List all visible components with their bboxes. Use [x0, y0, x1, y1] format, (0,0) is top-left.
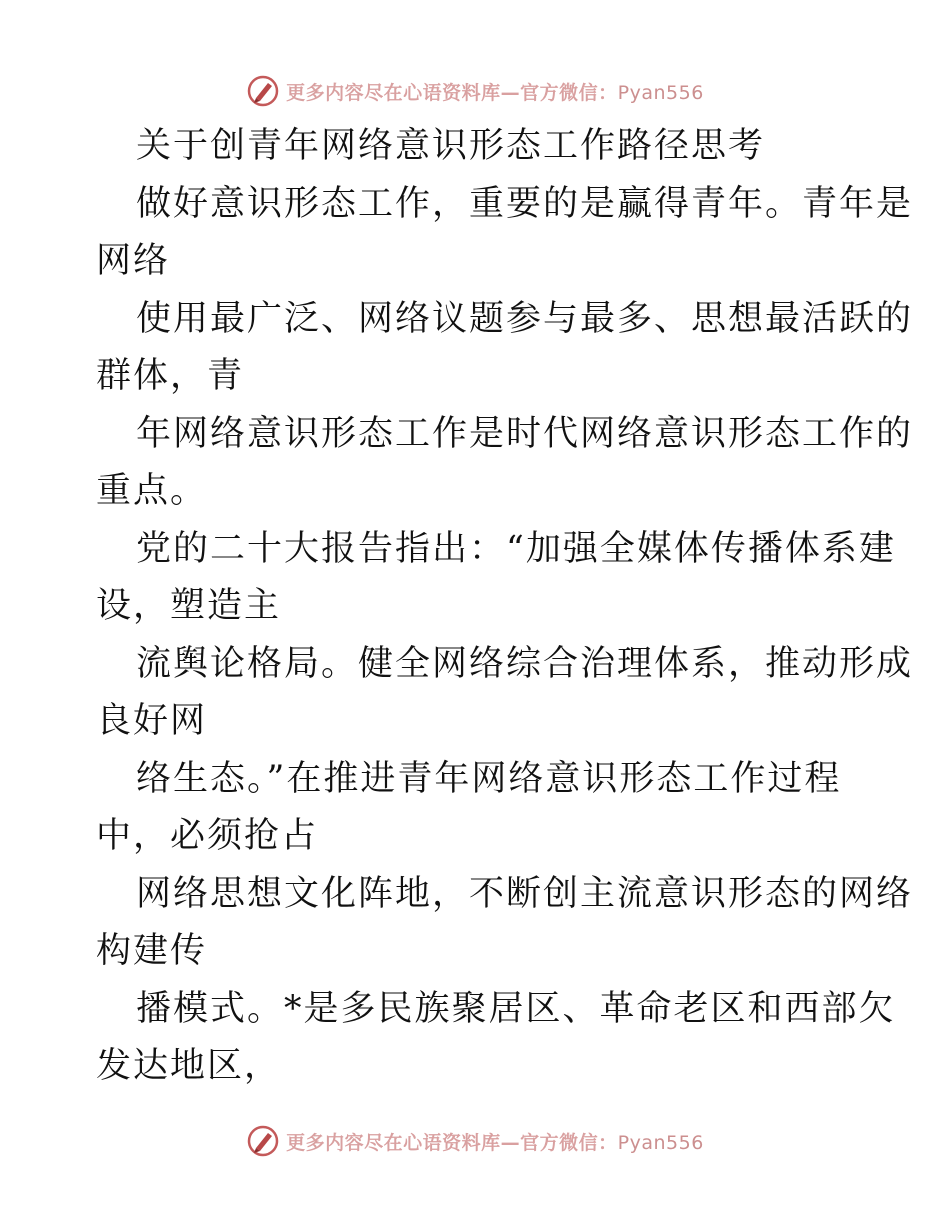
- text-line: 构建传: [96, 931, 208, 971]
- pen-logo-icon: [246, 74, 280, 108]
- text-line: 关于创青年网络意识形态工作路径思考: [136, 126, 766, 166]
- document-body: [96, 118, 914, 1096]
- text-line: 发达地区，: [96, 1046, 282, 1086]
- watermark-text: 更多内容尽在心语资料库—官方微信：Pyan556: [286, 1131, 704, 1154]
- text-line: 播模式。*是多民族聚居区、革命老区和西部欠: [136, 988, 896, 1029]
- text-line: 网络: [96, 241, 171, 281]
- pen-logo-icon: [246, 1124, 280, 1158]
- watermark-id: Pyan556: [617, 1131, 704, 1154]
- text-line: 党的二十大报告指出：“加强全媒体传播体系建: [136, 528, 896, 569]
- text-line: 使用最广泛、网络议题参与最多、思想最活跃的: [136, 298, 914, 339]
- text-line: 网络思想文化阵地，不断创主流意识形态的网络: [136, 873, 914, 914]
- text-line: 流舆论格局。健全网络综合治理体系，推动形成: [136, 643, 914, 684]
- text-line: 中，必须抢占: [96, 816, 319, 856]
- text-line: 群体，青: [96, 356, 245, 396]
- text-line: 年网络意识形态工作是时代网络意识形态工作的: [136, 413, 914, 454]
- text-line: 设，塑造主: [96, 586, 282, 626]
- text-line: 络生态。”在推进青年网络意识形态工作过程: [136, 758, 842, 799]
- text-line: 良好网: [96, 701, 208, 741]
- text-line: 做好意识形态工作，重要的是赢得青年。青年是: [136, 183, 914, 224]
- header-watermark: [0, 71, 950, 111]
- footer-watermark: [0, 1121, 950, 1161]
- text-line: 重点。: [96, 471, 208, 511]
- watermark-text: 更多内容尽在心语资料库—官方微信：Pyan556: [286, 81, 704, 104]
- watermark-id: Pyan556: [617, 81, 704, 104]
